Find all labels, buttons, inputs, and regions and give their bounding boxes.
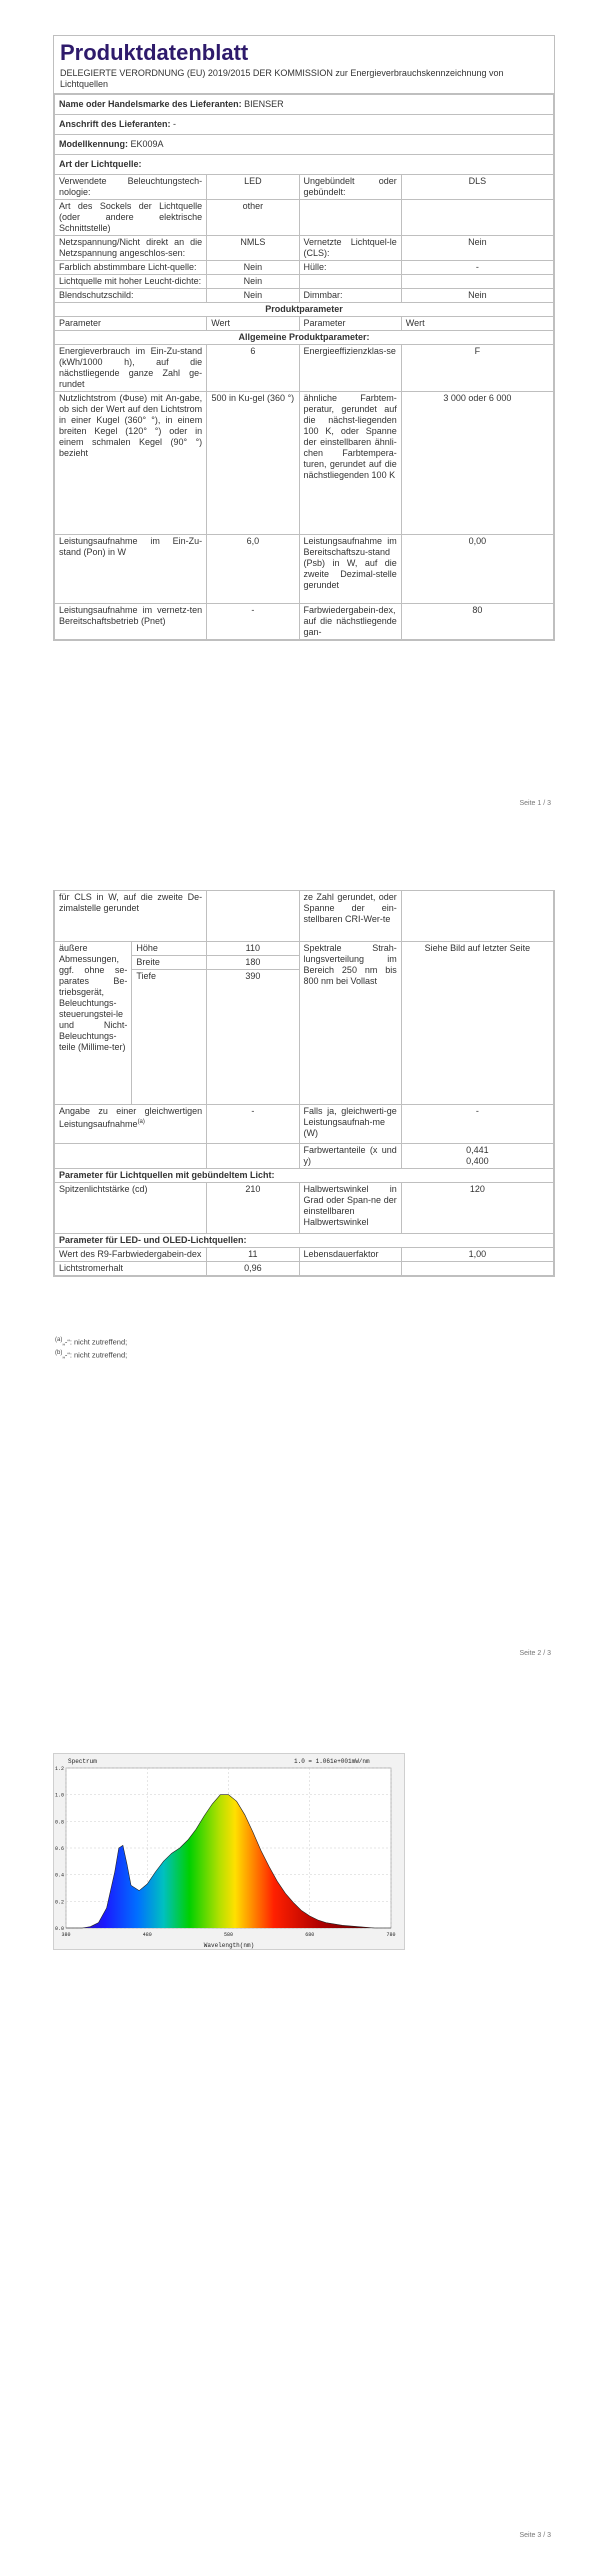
footnote-mark: (a) [55,1337,63,1343]
page-1 [0,0,603,822]
equivalent-power-label-text: Angabe zu einer gleichwertigen Leistungsaufnahme [59,1106,203,1129]
y-tick-label: 0.8 [54,1819,64,1826]
spectrum-value: Siehe Bild auf letzter Seite [401,942,553,1105]
param-row-continued [55,891,554,942]
type-row [55,289,554,303]
y-tick-label: 0.2 [54,1899,64,1906]
document-title: Produktdatenblatt [60,40,249,65]
model-value: EK009A [130,139,164,149]
type-row-label: Verwendete Beleuchtungstech-nologie: [55,175,207,200]
spectrum-chart-svg [54,1754,404,1949]
type-row [55,236,554,261]
footnote-text: „-“: nicht zutreffend; [62,1337,128,1347]
param-value [207,891,299,942]
param-value-2: 80 [401,604,553,640]
param-label-2: ähnliche Farbtem-peratur, gerundet auf die nächst-liegenden 100 K, oder Spanne der einstellbaren ähnli-chen Farbtempera-turen, gerundet auf die nächstliegenden 100 K [299,392,401,535]
equivalent-power-value-2: - [401,1105,553,1144]
y-tick-label: 1.2 [54,1766,64,1772]
param-value-2: 3 000 oder 6 000 [401,392,553,535]
supplier-address-value: - [173,119,177,129]
param-row [55,392,554,535]
empty-cell [207,1144,299,1169]
dimensions-row-height [55,942,554,956]
empty-cell [401,1262,553,1276]
y-tick-label: 0.0 [54,1926,64,1932]
supplier-address-label: Anschrift des Lieferanten: [59,119,171,129]
y-tick-label: 0.6 [54,1846,64,1852]
param-value: 6,0 [207,535,299,604]
y-tick-label: 1.0 [54,1792,64,1799]
param-row [55,535,554,604]
beam-angle-label: Halbwertswinkel in Grad oder Span-ne der einstellbaren Halbwertswinkel [299,1183,401,1234]
param-label-2: Leistungsaufnahme im Bereitschaftszu-stand (Psb) in W, auf die zweite Dezimal-stelle gerundet [299,535,401,604]
supplier-table [54,94,554,640]
type-row-label: Farblich abstimmbare Licht-quelle: [55,261,207,275]
spectrum-chart [53,1753,405,1950]
param-value-2: F [401,345,553,392]
param-row [55,604,554,640]
spectrum-label: Spektrale Strah-lungsverteilung im Bereich 250 nm bis 800 nm bei Vollast [299,942,401,1105]
dimensions-label: äußere Abmessungen, ggf. ohne se-parates Be-triebsgerät, Beleuchtungs-steuerungstei-le und Nicht-Beleuchtungs-teile (Millime-ter) [55,942,132,1105]
param-value: 6 [207,345,299,392]
type-row-value: LED [207,175,299,200]
type-row-value-2 [401,275,553,289]
type-row-value-2: Nein [401,236,553,261]
chart-title: Spectrum [68,1758,97,1765]
col-header-param-2: Parameter [299,317,401,331]
general-params-heading-row [55,331,554,345]
peak-intensity-label: Spitzenlichtstärke (cd) [55,1183,207,1234]
x-tick-label: 380 [61,1932,71,1938]
led-heading-row [55,1234,554,1248]
type-row-value-2 [401,200,553,236]
x-tick-label: 580 [223,1932,234,1938]
footnote [53,1348,127,1361]
r9-value: 11 [207,1248,299,1262]
param-value: 500 in Ku-gel (360 °) [207,392,299,535]
param-value-2 [401,891,553,942]
r9-label: Wert des R9-Farbwiedergabein-dex [55,1248,207,1262]
param-label: Energieverbrauch im Ein-Zu-stand (kWh/1000 h), auf die nächstliegende ganze Zahl ge-rundet [55,345,207,392]
param-label-2: ze Zahl gerundet, oder Spanne der ein-stellbaren CRI-Wer-te [299,891,401,942]
type-row-label-2 [299,275,401,289]
datasheet-box-page-1 [53,35,555,641]
col-header-value: Wert [207,317,299,331]
chromaticity-label: Farbwertanteile (x und y) [299,1144,401,1169]
peak-intensity-row [55,1183,554,1234]
width-value: 180 [207,956,299,970]
type-row-value-2: DLS [401,175,553,200]
supplier-address-row [55,115,554,135]
footnote-mark: (b) [55,1349,63,1356]
param-label: Leistungsaufnahme im Ein-Zu-stand (Pon) in W [55,535,207,604]
supplier-name-row [55,95,554,115]
chromaticity-y: 0,400 [466,1156,489,1166]
datasheet-box-page-2 [53,890,555,1277]
type-row-value: Nein [207,289,299,303]
directional-heading: Parameter für Lichtquellen mit gebündeltem Licht: [55,1169,554,1183]
param-label-2: Energieeffizienzklas-se [299,345,401,392]
model-label: Modellkennung: [59,139,128,149]
model-row [55,135,554,155]
type-row [55,261,554,275]
type-row-label: Lichtquelle mit hoher Leucht-dichte: [55,275,207,289]
depth-label: Tiefe [132,970,207,1105]
lumen-maintenance-value: 0,96 [207,1262,299,1276]
equivalent-power-label-2: Falls ja, gleichwerti-ge Leistungsaufnah-me (W) [299,1105,401,1144]
survival-factor-label: Lebensdauerfaktor [299,1248,401,1262]
param-label: für CLS in W, auf die zweite De-zimalstelle gerundet [55,891,207,942]
footnote [53,1335,127,1348]
page-footer: Seite 2 / 3 [519,1650,551,1657]
supplier-name-label: Name oder Handelsmarke des Lieferanten: [59,99,242,109]
equivalent-power-label [55,1105,207,1144]
type-row [55,175,554,200]
col-header-param: Parameter [55,317,207,331]
chromaticity-values [401,1144,553,1169]
supplier-name-value: BIENSER [244,99,284,109]
param-label: Leistungsaufnahme im vernetz-ten Bereitschaftsbetrieb (Pnet) [55,604,207,640]
type-row-value-2: - [401,261,553,275]
regulation-subtitle: DELEGIERTE VERORDNUNG (EU) 2019/2015 DER KOMMISSION zur Energieverbrauchskennzeichnung von Lichtquellen [54,66,554,94]
chart-annotation: 1.0 = 1.061e+001mW/nm [294,1758,370,1765]
param-row [55,345,554,392]
equivalent-power-row [55,1105,554,1144]
type-row-label-2: Vernetzte Lichtquel-le (CLS): [299,236,401,261]
x-tick-label: 680 [305,1932,315,1938]
type-row-label: Blendschutzschild: [55,289,207,303]
footnote-ref-a: (a) [137,1119,145,1125]
light-type-row [55,155,554,175]
param-label: Nutzlichtstrom (Φuse) mit An-gabe, ob sich der Wert auf den Lichtstrom in einer Kugel (360° °), in einem breiten Kegel (120° °) oder in einem schmalen Kegel (90° °) bezieht [55,392,207,535]
equivalent-power-value: - [207,1105,299,1144]
depth-value: 390 [207,970,299,1105]
chromaticity-x: 0,441 [466,1145,489,1155]
x-axis-label: Wavelength(nm) [203,1942,255,1949]
r9-row [55,1248,554,1262]
general-params-heading: Allgemeine Produktparameter: [55,331,554,345]
product-params-heading-row [55,303,554,317]
type-row [55,200,554,236]
empty-cell [55,1144,207,1169]
lumen-maintenance-label: Lichtstromerhalt [55,1262,207,1276]
page-footer: Seite 1 / 3 [519,800,551,807]
page-footer: Seite 3 / 3 [519,2532,551,2539]
height-label: Höhe [132,942,207,956]
page-2 [0,872,603,1672]
light-type-label: Art der Lichtquelle: [55,155,554,175]
type-row-label-2 [299,200,401,236]
type-row-label-2: Hülle: [299,261,401,275]
type-row-value: Nein [207,275,299,289]
survival-factor-value: 1,00 [401,1248,553,1262]
type-row-label-2: Ungebündelt oder gebündelt: [299,175,401,200]
product-params-heading: Produktparameter [55,303,554,317]
lumen-maintenance-row [55,1262,554,1276]
beam-angle-value: 120 [401,1183,553,1234]
type-row-label-2: Dimmbar: [299,289,401,303]
type-row [55,275,554,289]
type-row-label: Netzspannung/Nicht direkt an die Netzspannung angeschlos-sen: [55,236,207,261]
param-label-2: Farbwiedergabein-dex, auf die nächstliegende gan- [299,604,401,640]
height-value: 110 [207,942,299,956]
column-header-row [55,317,554,331]
chromaticity-row [55,1144,554,1169]
param-value: - [207,604,299,640]
type-row-value: Nein [207,261,299,275]
type-row-value: other [207,200,299,236]
peak-intensity-value: 210 [207,1183,299,1234]
params-table-continued [54,890,554,1276]
width-label: Breite [132,956,207,970]
led-heading: Parameter für LED- und OLED-Lichtquellen: [55,1234,554,1248]
x-tick-label: 480 [142,1932,152,1938]
x-tick-label: 780 [386,1932,396,1938]
param-value-2: 0,00 [401,535,553,604]
footnotes [53,1335,127,1360]
empty-cell [299,1262,401,1276]
footnote-text: „-“: nicht zutreffend; [62,1350,128,1359]
type-row-value: NMLS [207,236,299,261]
type-row-value-2: Nein [401,289,553,303]
directional-heading-row [55,1169,554,1183]
y-tick-label: 0.4 [54,1872,64,1879]
type-row-label: Art des Sockels der Lichtquelle (oder andere elektrische Schnittstelle) [55,200,207,236]
col-header-value-2: Wert [401,317,553,331]
